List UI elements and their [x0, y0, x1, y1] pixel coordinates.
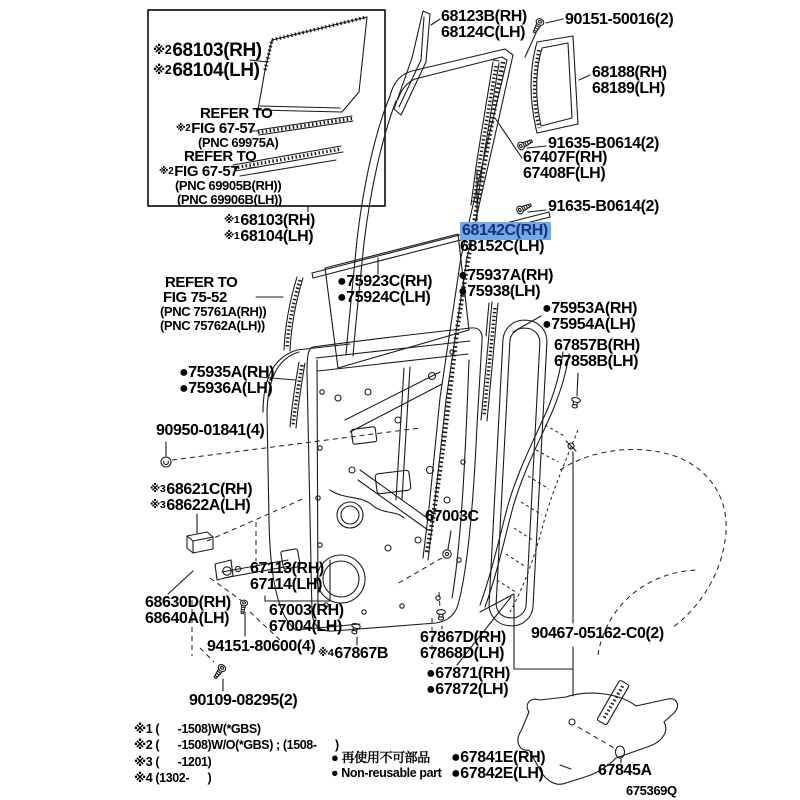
part-label-67003c[interactable]: 67003C	[425, 508, 479, 525]
part-label-67871-67872[interactable]: ●67871(RH) ●67872(LH)	[426, 665, 510, 699]
part-label-67867b[interactable]: ※467867B	[318, 645, 388, 662]
inner-panel-art	[307, 328, 482, 631]
part-label-67407f-67408f[interactable]: 67407F(RH) 67408F(LH)	[523, 149, 608, 183]
ref-mark: ※2	[153, 42, 172, 57]
part-label-67003-67004[interactable]: 67003(RH) 67004(LH)	[269, 602, 344, 636]
part-label-75937a-75938[interactable]: ●75937A(RH) ●75938(LH)	[458, 267, 554, 301]
screw-90151-art	[525, 17, 563, 57]
part-label-67857b-67858b[interactable]: 67857B(RH) 67858B(LH)	[554, 337, 640, 371]
part-label-68123b-68124c[interactable]: 68123B(RH) 68124C(LH)	[441, 8, 527, 42]
part-label-90151-50016[interactable]: 90151-50016(2)	[565, 11, 674, 28]
part-label-67845a[interactable]: 67845A	[598, 762, 652, 779]
part-label-67113-67114[interactable]: 67113(RH) 67114(LH)	[250, 560, 324, 594]
part-label-67867d-67868d[interactable]: 67867D(RH) 67868D(LH)	[420, 629, 506, 663]
ref-mark: ※2	[153, 62, 172, 77]
part-label-68621c-68622a[interactable]: ※368621C(RH) ※368622A(LH)	[150, 481, 253, 515]
part-label-68188-68189[interactable]: 68188(RH) 68189(LH)	[592, 64, 667, 98]
quarter-glass-art	[531, 36, 590, 133]
part-label-68103-68104-inset[interactable]: ※268103(RH) ※268104(LH)	[153, 40, 262, 81]
part-label-94151-80600[interactable]: 94151-80600(4)	[207, 638, 316, 655]
part-label-91635-bottom[interactable]: 91635-B0614(2)	[548, 198, 659, 215]
vent-frame-art	[394, 11, 440, 115]
refer-note-fig67-57-a: REFER TO ※2FIG 67-57 (PNC 69975A)	[176, 105, 279, 150]
refer-note-fig67-57-b: REFER TO ※2FIG 67-57 (PNC 69905B(RH)) (PNC 69906B(LH))	[159, 148, 282, 207]
part-label-90109-08295[interactable]: 90109-08295(2)	[189, 692, 298, 709]
bolt-94151-art	[239, 600, 248, 636]
part-label-90467-05162[interactable]: 90467-05162-C0(2)	[531, 625, 664, 642]
part-label-75953a-75954a[interactable]: ●75953A(RH) ●75954A(LH)	[542, 300, 638, 334]
diagram-code: 675369Q	[626, 783, 677, 798]
part-label-75935a-75936a[interactable]: ●75935A(RH) ●75936A(LH)	[179, 364, 275, 398]
part-label-91635-top[interactable]: 91635-B0614(2)	[548, 135, 659, 152]
non-reusable-legend: ● 再使用不可部品 ● Non-reusable part	[331, 750, 442, 780]
selected-part-highlight: 68142C(RH)	[460, 222, 551, 240]
part-label-90950-01841[interactable]: 90950-01841(4)	[156, 422, 265, 439]
part-label-68142c-68152c-selected[interactable]: 68142C(RH) 68152C(LH)	[460, 223, 551, 256]
part-label-68630d-68640a[interactable]: 68630D(RH) 68640A(LH)	[145, 594, 231, 628]
part-label-75923c-75924c[interactable]: ●75923C(RH) ●75924C(LH)	[337, 273, 433, 307]
part-label-67841e-67842e[interactable]: ●67841E(RH) ●67842E(LH)	[451, 749, 546, 783]
refer-note-fig75-52: REFER TO FIG 75-52 (PNC 75761A(RH)) (PNC 75762A(LH))	[160, 274, 267, 333]
rear-sash-art	[481, 302, 498, 421]
tape-90467-art	[566, 441, 576, 696]
applicability-notes: ※1 ( -1508)W(*GBS) ※2 ( -1508)W/O(*GBS) ; (1508- ) ※3 ( -1201) ※4 (1302- )	[134, 722, 339, 785]
part-label-68103-68104[interactable]: ※168103(RH) ※168104(LH)	[224, 212, 315, 246]
